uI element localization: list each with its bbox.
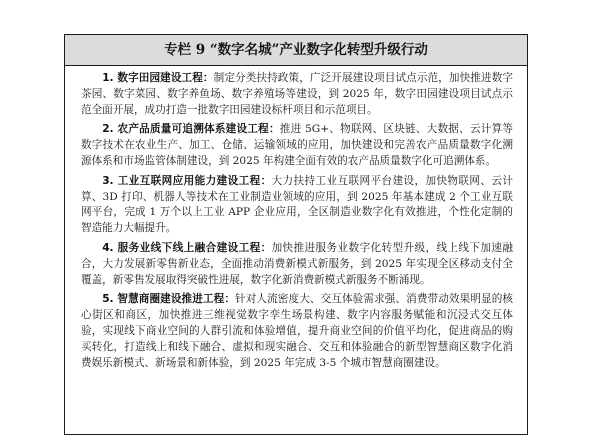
item-heading: 5. 智慧商圈建设推进工程： xyxy=(102,293,236,306)
item-smart-business-district xyxy=(81,292,513,371)
item-digital-farm xyxy=(81,71,513,118)
column-body xyxy=(65,66,527,371)
item-online-offline xyxy=(81,241,513,288)
item-heading: 4. 服务业线下线上融合建设工程： xyxy=(102,241,272,254)
item-traceability xyxy=(81,122,513,169)
item-text: 针对人流密度大、交互体验需求强、消费带动效果明显的核心街区和商区，加快推进三维视觉数字孪生场景构建、数字内容服务赋能和沉浸式交互体验，实现线下商业空间的人群引流和体验增值，提升商业空间的价值平均化，促进商品的购买转化，打造线上和线下融合、虚拟和现实融合、交互和体验融合的新型智慧商区数字化消费娱乐新模式、新场景和新体验，到 2025 年完成 3-5 个城市智慧商圈建设。 xyxy=(81,293,514,369)
item-text: 推进 5G+、物联网、区块链、大数据、云计算等数字技术在农业生产、加工、仓储、运输领域的应用，加快建设和完善农产品质量数字化溯源体系和市场监管体制建设，到 2025 年构建全面有效的农产品质量数字化可追溯体系。 xyxy=(81,123,513,167)
item-heading: 3. 工业互联网应用能力建设工程： xyxy=(102,174,272,187)
item-industrial-internet xyxy=(81,174,513,237)
item-text: 大力扶持工业互联网平台建设，加快物联网、云计算、3D 打印、机器人等技术在工业制造业领域的应用，到 2025 年基本建成 2 个工业互联网平台，完成 1 万个以上工业 APP 企业应用，全区制造业数字化有效推进，个性化定制的智造能力大幅提升。 xyxy=(81,174,513,235)
item-heading: 2. 农产品质量可追溯体系建设工程： xyxy=(102,123,280,136)
column-title: 专栏 9 “数字名城”产业数字化转型升级行动 xyxy=(65,35,527,66)
item-heading: 1. 数字田园建设工程： xyxy=(102,72,214,84)
column-box xyxy=(64,34,528,435)
item-text: 加快推进服务业数字化转型升级，线上线下加速融合，大力发展新零售新业态，全面推动消费新模式新服务，到 2025 年实现全区移动支付全覆盖，新零售发展取得突破性进展，数字化新消费新模式新服务不断涌现。 xyxy=(81,241,513,286)
item-text: 制定分类扶持政策，广泛开展建设项目试点示范，加快推进数字茶园、数字菜园、数字养鱼场、数字养殖场等建设，到 2025 年，数字田园建设项目试点示范全面开展，成功打造一批数字田园建设标杆项目和示范项目。 xyxy=(81,72,513,116)
